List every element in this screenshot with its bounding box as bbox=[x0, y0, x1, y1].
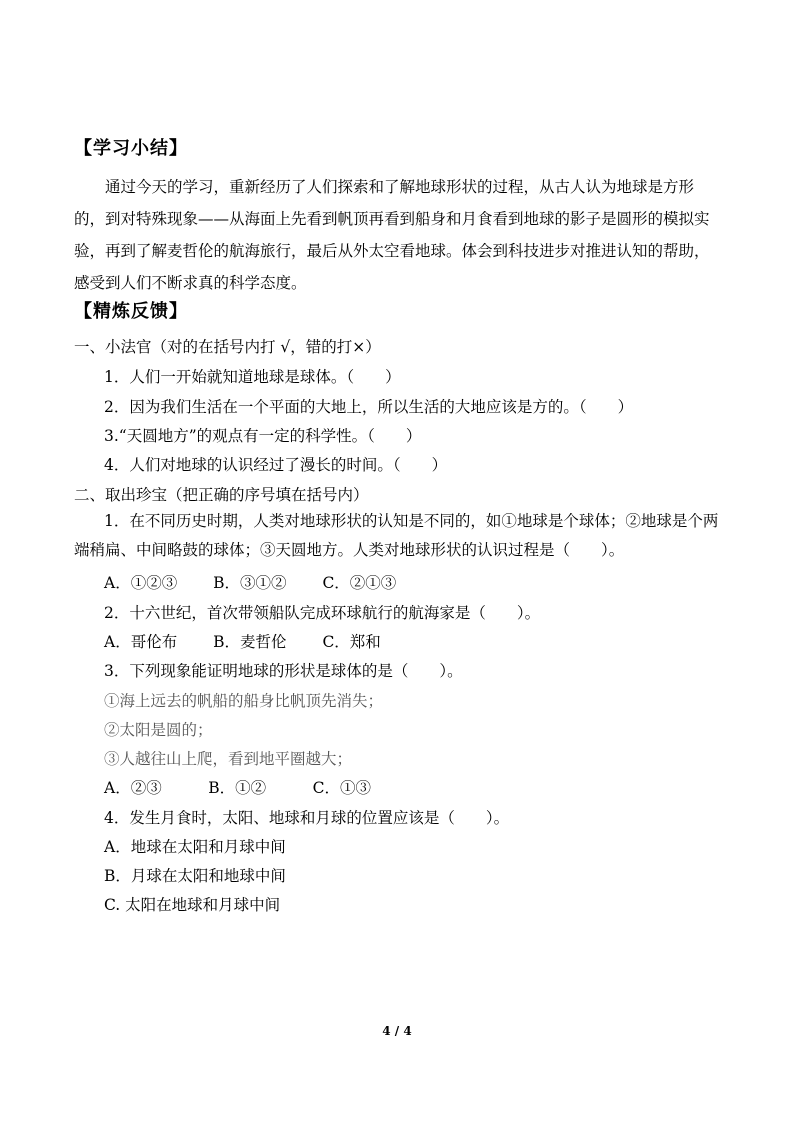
question3-statement: ②太阳是圆的； bbox=[104, 721, 213, 739]
summary-paragraph bbox=[74, 171, 722, 299]
question2-text: 2．十六世纪，首次带领船队完成环球航行的航海家是（ ）。 bbox=[104, 604, 541, 622]
section1-item: 2．因为我们生活在一个平面的大地上，所以生活的大地应该是方的。（ ） bbox=[104, 398, 634, 416]
feedback-heading: 【精炼反馈】 bbox=[74, 301, 188, 322]
question3-statement: ③人越往山上爬，看到地平圈越大； bbox=[104, 750, 353, 768]
section2-title: 二、取出珍宝（把正确的序号填在括号内） bbox=[74, 486, 369, 504]
section1-item: 4．人们对地球的认识经过了漫长的时间。（ ） bbox=[104, 456, 448, 474]
question2-options: A．哥伦布 B．麦哲伦 C．郑和 bbox=[104, 633, 381, 651]
question1-text: 1．在不同历史时期，人类对地球形状的认知是不同的，如①地球是个球体；②地球是个两端稍扁、中间略鼓的球体；③天圆地方。人类对地球形状的认识过程是（ ）。 bbox=[74, 512, 719, 559]
question3-text: 3．下列现象能证明地球的形状是球体的是（ ）。 bbox=[104, 662, 463, 680]
page-number: 4 / 4 bbox=[382, 1024, 412, 1038]
section1-item: 3.“天圆地方”的观点有一定的科学性。（ ） bbox=[104, 427, 422, 445]
question3-statement: ①海上远去的帆船的船身比帆顶先消失； bbox=[104, 692, 384, 710]
summary-heading: 【学习小结】 bbox=[74, 138, 188, 159]
question4-text: 4．发生月食时，太阳、地球和月球的位置应该是（ ）。 bbox=[104, 809, 510, 827]
question1-options: A．①②③ B．③①② C．②①③ bbox=[104, 574, 397, 592]
question3-options: A．②③ B．①② C．①③ bbox=[104, 779, 371, 797]
summary-text: 通过今天的学习，重新经历了人们探索和了解地球形状的过程，从古人认为地球是方形的，到对特殊现象——从海面上先看到帆顶再看到船身和月食看到地球的影子是圆形的模拟实验，再到了解麦哲伦的航海旅行，最后从外太空看地球。体会到科技进步对推进认知的帮助，感受到人们不断求真的科学态度。 bbox=[74, 178, 710, 292]
question4-option: A．地球在太阳和月球中间 bbox=[104, 838, 286, 856]
section1-item: 1．人们一开始就知道地球是球体。（ ） bbox=[104, 368, 401, 386]
question4-option: B．月球在太阳和地球中间 bbox=[104, 867, 286, 885]
section1-title: 一、小法官（对的在括号内打 √，错的打×） bbox=[74, 338, 381, 356]
question4-option: C. 太阳在地球和月球中间 bbox=[104, 896, 281, 914]
question1-text-block bbox=[74, 507, 724, 565]
